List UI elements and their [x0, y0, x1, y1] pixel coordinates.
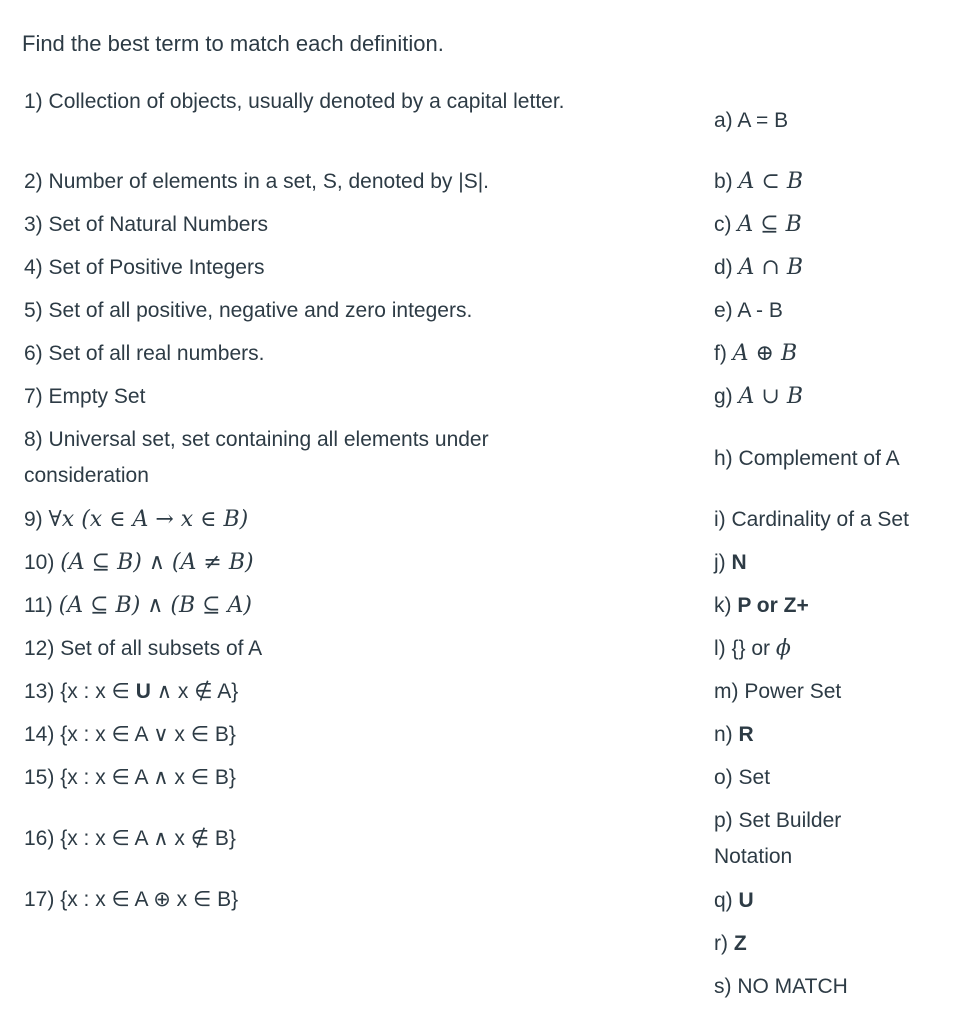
term-q	[714, 883, 754, 919]
term-letter: i)	[714, 508, 726, 531]
term-letter: f)	[714, 342, 727, 365]
definition-number: 8)	[24, 428, 43, 451]
term-p	[714, 803, 914, 875]
definition-text: Number of elements in a set, S, denoted by |S|.	[48, 170, 490, 193]
term-j	[714, 545, 747, 581]
term-g	[714, 379, 803, 415]
definition-text: Set of all subsets of A	[60, 637, 263, 660]
term-text: NO MATCH	[737, 975, 848, 998]
definition-text: Set of Positive Integers	[48, 256, 265, 279]
term-formula: A ∪ B	[738, 384, 804, 409]
definition-formula: ∀x (x ∈ A → x ∈ B)	[48, 507, 249, 532]
definition-16	[24, 821, 236, 857]
definition-6	[24, 336, 264, 372]
definition-text: Universal set, set containing all elements under consideration	[24, 428, 489, 487]
definition-text: Empty Set	[48, 385, 146, 408]
definition-number: 4)	[24, 256, 43, 279]
term-formula: A ⊕ B	[732, 341, 798, 366]
term-letter: d)	[714, 256, 733, 279]
definition-1	[24, 84, 614, 120]
definition-text: Set of Natural Numbers	[48, 213, 268, 236]
term-text: Cardinality of a Set	[731, 508, 909, 531]
term-letter: m)	[714, 680, 739, 703]
definition-17	[24, 882, 238, 918]
empty-set-symbol: ϕ	[775, 636, 791, 661]
term-e	[714, 293, 783, 329]
term-letter: s)	[714, 975, 732, 998]
term-i	[714, 502, 909, 538]
definition-number: 10)	[24, 551, 55, 574]
term-n	[714, 717, 754, 753]
term-letter: o)	[714, 766, 733, 789]
term-letter: k)	[714, 594, 732, 617]
definition-text: {x : x ∈ A ∧ x ∉ B}	[60, 827, 236, 850]
term-letter: p)	[714, 809, 733, 832]
definition-text-post: ∧ x ∉ A}	[150, 680, 239, 703]
definition-text: {x : x ∈ A ⊕ x ∈ B}	[60, 888, 239, 911]
definition-number: 3)	[24, 213, 43, 236]
definition-number: 14)	[24, 723, 55, 746]
term-letter: c)	[714, 213, 732, 236]
term-b	[714, 164, 803, 200]
term-letter: r)	[714, 932, 728, 955]
definition-2	[24, 164, 489, 200]
term-letter: a)	[714, 109, 733, 132]
universal-set-symbol: U	[135, 680, 151, 703]
term-f	[714, 336, 797, 372]
term-bold: P or Z+	[737, 594, 809, 617]
definition-number: 9)	[24, 508, 43, 531]
definition-12	[24, 631, 262, 667]
term-r	[714, 926, 747, 962]
definition-4	[24, 250, 264, 286]
term-letter: g)	[714, 385, 733, 408]
term-text: A = B	[737, 109, 789, 132]
definition-10	[24, 545, 254, 581]
term-formula: A ⊆ B	[737, 212, 802, 237]
definition-14	[24, 717, 236, 753]
term-text: A - B	[737, 299, 783, 322]
term-s	[714, 969, 848, 1005]
definition-9	[24, 502, 248, 538]
definition-text: Set of all real numbers.	[48, 342, 265, 365]
definition-7	[24, 379, 145, 415]
definition-text: Collection of objects, usually denoted by a capital letter.	[48, 90, 565, 113]
definition-formula: (A ⊆ B) ∧ (B ⊆ A)	[58, 593, 253, 618]
term-letter: l)	[714, 637, 726, 660]
term-o	[714, 760, 770, 796]
term-text: Set	[738, 766, 771, 789]
term-letter: e)	[714, 299, 733, 322]
term-bold: Z	[733, 932, 747, 955]
definition-3	[24, 207, 268, 243]
term-formula: A ∩ B	[738, 255, 804, 280]
definition-15	[24, 760, 236, 796]
definition-number: 13)	[24, 680, 55, 703]
page-title: Find the best term to match each definition.	[22, 31, 444, 56]
definition-number: 16)	[24, 827, 55, 850]
definition-formula: (A ⊆ B) ∧ (A ≠ B)	[60, 550, 254, 575]
term-letter: b)	[714, 170, 733, 193]
definition-5	[24, 293, 472, 329]
definition-text: Set of all positive, negative and zero integers.	[48, 299, 473, 322]
definition-8	[24, 422, 584, 494]
definition-number: 2)	[24, 170, 43, 193]
definition-number: 12)	[24, 637, 55, 660]
term-c	[714, 207, 802, 243]
term-letter: h)	[714, 447, 733, 470]
term-k	[714, 588, 809, 624]
definition-number: 17)	[24, 888, 55, 911]
term-bold: R	[738, 723, 754, 746]
definition-text: {x : x ∈ A ∨ x ∈ B}	[60, 723, 236, 746]
definition-number: 11)	[24, 594, 53, 617]
definition-number: 6)	[24, 342, 43, 365]
term-l	[714, 631, 791, 667]
definition-13	[24, 674, 238, 710]
term-bold: N	[731, 551, 747, 574]
term-a	[714, 103, 788, 139]
definition-text: {x : x ∈ A ∧ x ∈ B}	[60, 766, 236, 789]
definition-number: 7)	[24, 385, 43, 408]
term-text: Complement of A	[738, 447, 900, 470]
term-letter: q)	[714, 889, 733, 912]
term-d	[714, 250, 803, 286]
term-letter: n)	[714, 723, 733, 746]
definition-number: 15)	[24, 766, 55, 789]
term-h	[714, 441, 900, 477]
term-m	[714, 674, 841, 710]
term-text: Set Builder Notation	[714, 809, 842, 868]
definition-11	[24, 588, 252, 624]
term-bold: U	[738, 889, 754, 912]
definition-text-pre: {x : x ∈	[60, 680, 136, 703]
definition-number: 1)	[24, 90, 43, 113]
definition-number: 5)	[24, 299, 43, 322]
term-text-pre: {} or	[731, 637, 776, 660]
term-formula: A ⊂ B	[738, 169, 804, 194]
term-letter: j)	[714, 551, 726, 574]
term-text: Power Set	[744, 680, 842, 703]
